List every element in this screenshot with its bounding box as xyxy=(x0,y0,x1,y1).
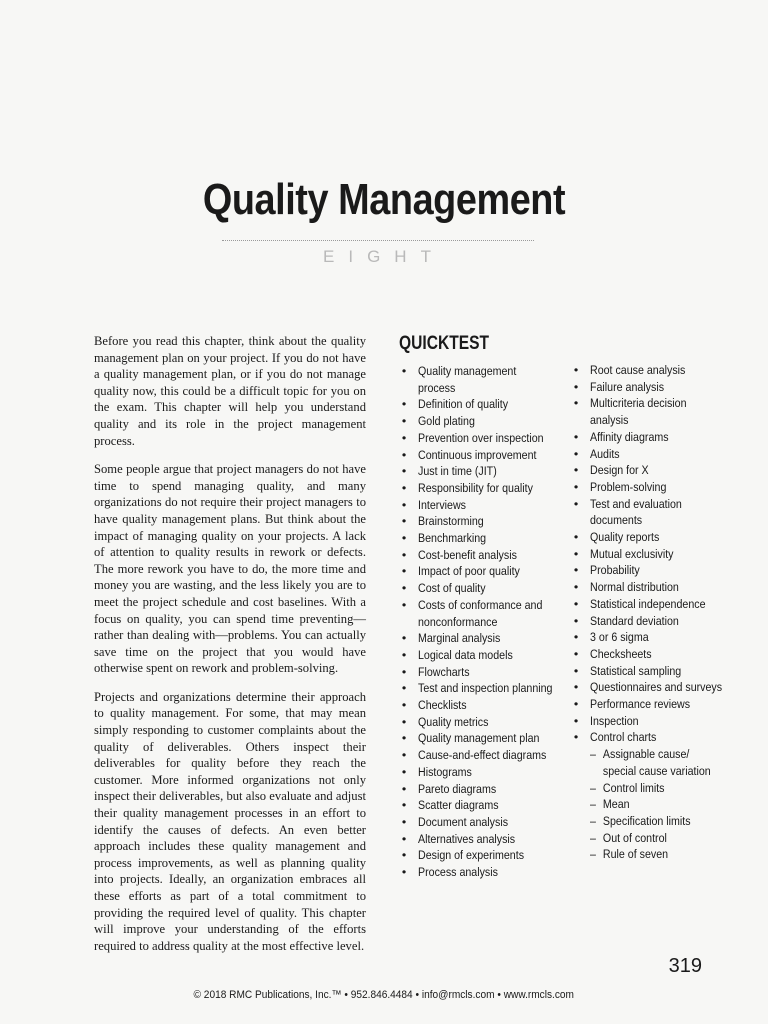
list-item: • Normal distribution xyxy=(571,579,741,596)
list-item: • Statistical sampling xyxy=(571,663,741,680)
list-item: • Failure analysis xyxy=(571,379,741,396)
list-item: • Process analysis xyxy=(399,864,569,881)
bullet-icon: • xyxy=(573,446,579,461)
list-item: • Alternatives analysis xyxy=(399,831,569,848)
list-item: • Quality management plan xyxy=(399,730,569,747)
list-item: • Responsibility for quality xyxy=(399,480,569,497)
bullet-icon: • xyxy=(573,680,579,695)
list-item-continued: analysis xyxy=(590,413,629,428)
list-item: • Inspection xyxy=(571,713,741,730)
list-item: • Flowcharts xyxy=(399,664,569,681)
list-item: • Impact of poor quality xyxy=(399,563,569,580)
list-item: • Gold plating xyxy=(399,413,569,430)
bullet-icon: • xyxy=(401,464,407,479)
sub-list-item: – Out of control xyxy=(590,830,667,845)
list-item: • Probability xyxy=(571,562,741,579)
list-item: • Definition of quality xyxy=(399,396,569,413)
bullet-icon: • xyxy=(573,379,579,394)
bullet-icon: • xyxy=(401,547,407,562)
bullet-icon: • xyxy=(573,713,579,728)
bullet-icon: • xyxy=(573,630,579,645)
bullet-icon: • xyxy=(401,798,407,813)
bullet-icon: • xyxy=(401,714,407,729)
list-item: • Cost-benefit analysis xyxy=(399,547,569,564)
sub-list-item: – Control limits xyxy=(590,780,665,795)
list-item: • Benchmarking xyxy=(399,530,569,547)
sub-list-item: – Rule of seven xyxy=(590,847,669,862)
list-item: • Cost of quality xyxy=(399,580,569,597)
title-divider xyxy=(222,240,534,241)
list-item: • Affinity diagrams xyxy=(571,429,741,446)
bullet-icon: • xyxy=(401,781,407,796)
list-item-continued: process xyxy=(418,380,456,395)
list-item: • Document analysis xyxy=(399,814,569,831)
bullet-icon: • xyxy=(573,730,579,745)
list-item: • Performance reviews xyxy=(571,696,741,713)
list-item: • Questionnaires and surveys xyxy=(571,679,741,696)
bullet-icon: • xyxy=(401,814,407,829)
bullet-icon: • xyxy=(401,865,407,880)
intro-paragraph: Some people argue that project managers do not have time to spend managing quality, and many organizations do not require their project managers to have quality management plans. But think about the impact of managing quality on your projects. A lack of attention to quality results in rework or defects. The more rework you have to do, the more time and money you are wasting, and the less likely you are to meet the project schedule and cost baselines. With a focus on quality, you can spend time preventing—rather than dealing with—problems. You can actually save time on the project that you would have otherwise spent on rework and problem-solving. xyxy=(94,462,366,676)
list-item: • Interviews xyxy=(399,497,569,514)
bullet-icon: • xyxy=(401,647,407,662)
bullet-icon: • xyxy=(573,479,579,494)
page-number: 319 xyxy=(668,955,702,977)
bullet-icon: • xyxy=(573,530,579,545)
intro-paragraph: Before you read this chapter, think about the quality management plan on your project. If you do not have a quality management plan, or if you do not manage quality now, this could be a difficult topic for you on the exam. This chapter will help you understand quality and its role in the project management process. xyxy=(94,334,366,448)
chapter-number-label: EIGHT xyxy=(323,247,445,266)
list-item: • Multicriteria decision xyxy=(571,395,741,412)
intro-paragraph: Projects and organizations determine their approach to quality management. For some, that may mean simply responding to customer complaints about the quality of deliverables. Others inspect their deliverables for quality before they reach the customer. More informed organizations not only inspect their deliverables, but also evaluate and adjust their quality management processes in an effort to identify the causes of defects. An even better approach includes these quality management and process improvements, as well as planning quality into projects. Ideally, an organization embraces all these efforts as part of a total commitment to providing the required level of quality. This chapter will improve your understanding of the efforts required to address quality at the most effective level. xyxy=(94,689,366,953)
bullet-icon: • xyxy=(401,480,407,495)
list-item: • Continuous improvement xyxy=(399,447,569,464)
bullet-icon: • xyxy=(401,497,407,512)
bullet-icon: • xyxy=(401,698,407,713)
dash-icon: – xyxy=(590,847,596,862)
list-item: • Checklists xyxy=(399,697,569,714)
sub-list-item: – Assignable cause/ xyxy=(590,747,690,762)
bullet-icon: • xyxy=(573,580,579,595)
list-item: • Prevention over inspection xyxy=(399,430,569,447)
intro-text xyxy=(94,333,366,966)
list-item: • 3 or 6 sigma xyxy=(571,629,741,646)
list-item: • Test and inspection planning xyxy=(399,680,569,697)
quicktest-heading: QUICKTEST xyxy=(399,333,490,354)
bullet-icon: • xyxy=(401,397,407,412)
list-item-continued: nonconformance xyxy=(418,614,498,629)
bullet-icon: • xyxy=(401,597,407,612)
list-item: • Checksheets xyxy=(571,646,741,663)
bullet-icon: • xyxy=(573,697,579,712)
page-footer xyxy=(0,989,768,1001)
list-item: • Control charts xyxy=(571,729,741,746)
bullet-icon: • xyxy=(573,646,579,661)
list-item: • Standard deviation xyxy=(571,613,741,630)
chapter-title: Quality Management xyxy=(202,175,566,224)
list-item: • Histograms xyxy=(399,764,569,781)
bullet-icon: • xyxy=(401,748,407,763)
list-item: • Mutual exclusivity xyxy=(571,546,741,563)
bullet-icon: • xyxy=(401,514,407,529)
sub-list-item: – Specification limits xyxy=(590,813,691,828)
quicktest-list-left xyxy=(399,363,569,881)
list-item: • Root cause analysis xyxy=(571,362,741,379)
list-item: • Cause-and-effect diagrams xyxy=(399,747,569,764)
bullet-icon: • xyxy=(401,581,407,596)
list-item: • Quality reports xyxy=(571,529,741,546)
list-item: • Brainstorming xyxy=(399,513,569,530)
bullet-icon: • xyxy=(401,764,407,779)
list-item: • Design of experiments xyxy=(399,847,569,864)
list-item: • Marginal analysis xyxy=(399,630,569,647)
quicktest-list-right xyxy=(571,362,741,863)
bullet-icon: • xyxy=(401,414,407,429)
list-item: • Quality management xyxy=(399,363,569,380)
dash-icon: – xyxy=(590,830,596,845)
list-item: • Audits xyxy=(571,446,741,463)
list-item: • Costs of conformance and xyxy=(399,597,569,614)
list-item: • Design for X xyxy=(571,462,741,479)
bullet-icon: • xyxy=(401,681,407,696)
list-item: • Test and evaluation xyxy=(571,496,741,513)
sub-list-item: – Mean xyxy=(590,797,630,812)
bullet-icon: • xyxy=(401,447,407,462)
bullet-icon: • xyxy=(401,531,407,546)
dash-icon: – xyxy=(590,813,596,828)
bullet-icon: • xyxy=(573,663,579,678)
list-item: • Logical data models xyxy=(399,647,569,664)
bullet-icon: • xyxy=(573,546,579,561)
bullet-icon: • xyxy=(401,848,407,863)
bullet-icon: • xyxy=(401,430,407,445)
bullet-icon: • xyxy=(573,396,579,411)
dash-icon: – xyxy=(590,780,596,795)
bullet-icon: • xyxy=(573,496,579,511)
bullet-icon: • xyxy=(573,429,579,444)
bullet-icon: • xyxy=(401,664,407,679)
list-item: • Scatter diagrams xyxy=(399,797,569,814)
bullet-icon: • xyxy=(401,364,407,378)
bullet-icon: • xyxy=(573,363,579,377)
dash-icon: – xyxy=(590,797,596,812)
footer-text: © 2018 RMC Publications, Inc.™ • 952.846.4484 • info@rmcls.com • www.rmcls.com xyxy=(193,989,575,1001)
bullet-icon: • xyxy=(573,463,579,478)
dash-icon: – xyxy=(590,747,596,762)
list-item: • Pareto diagrams xyxy=(399,781,569,798)
bullet-icon: • xyxy=(401,731,407,746)
bullet-icon: • xyxy=(573,596,579,611)
list-item-continued: documents xyxy=(590,513,643,528)
list-item: • Quality metrics xyxy=(399,714,569,731)
bullet-icon: • xyxy=(401,631,407,646)
list-item: • Statistical independence xyxy=(571,596,741,613)
list-item: • Problem-solving xyxy=(571,479,741,496)
bullet-icon: • xyxy=(573,563,579,578)
sub-list-item-continued: special cause variation xyxy=(602,763,711,778)
bullet-icon: • xyxy=(401,564,407,579)
list-item: • Just in time (JIT) xyxy=(399,463,569,480)
bullet-icon: • xyxy=(401,831,407,846)
bullet-icon: • xyxy=(573,613,579,628)
